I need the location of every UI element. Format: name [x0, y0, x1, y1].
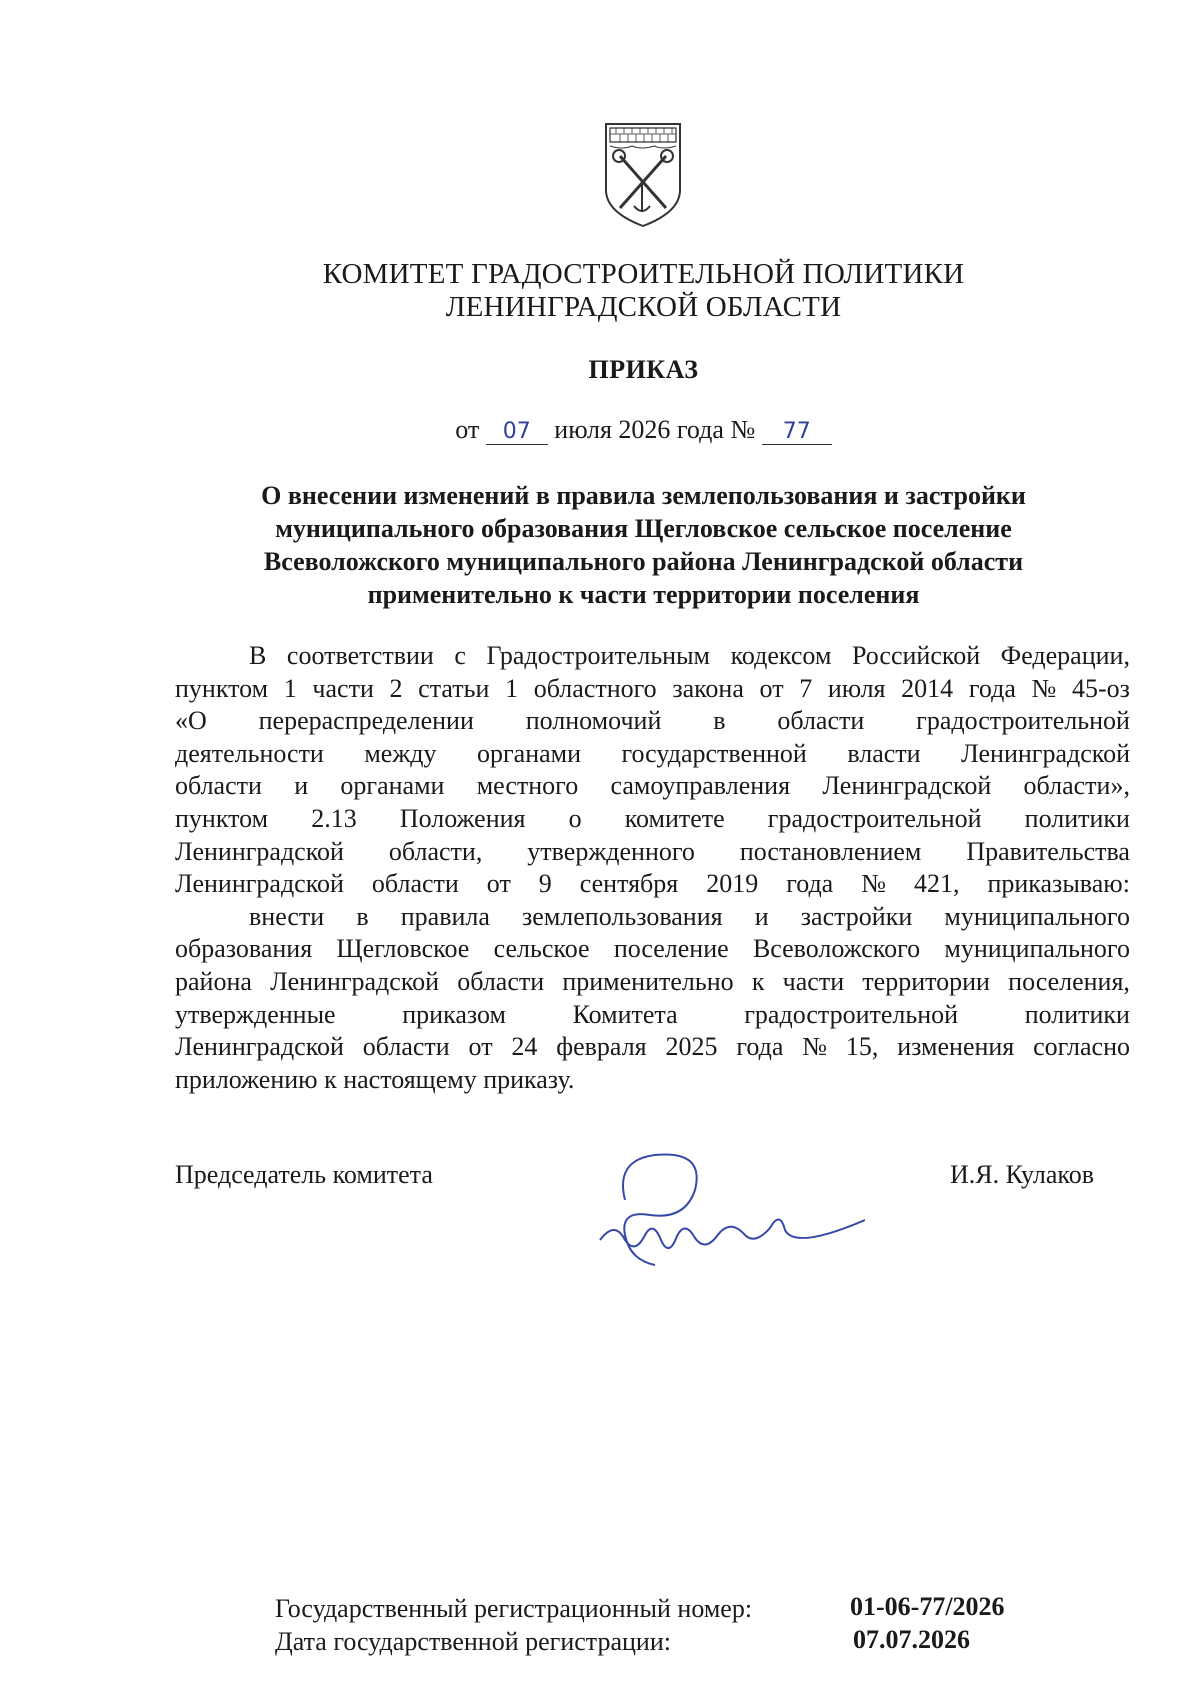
- body-line: [175, 966, 1130, 999]
- body-word: 15,: [845, 1032, 879, 1062]
- body-word: 45-оз: [1072, 673, 1130, 703]
- body-word: в: [713, 706, 726, 736]
- issuer-name-line-2: ЛЕНИНГРАДСКОЙ ОБЛАСТИ: [445, 291, 842, 323]
- body-word: февраля: [556, 1032, 647, 1062]
- body-word: от: [468, 1032, 493, 1062]
- body-word: «О: [175, 706, 207, 736]
- body-line: [175, 738, 1130, 771]
- body-word: сельское: [493, 934, 590, 964]
- body-word: поселение: [613, 934, 729, 964]
- body-word: Комитета: [572, 999, 678, 1029]
- body-word: 7: [799, 673, 813, 703]
- date-month-year: июля 2026 года №: [554, 415, 756, 444]
- body-word: образования: [175, 934, 313, 964]
- body-word: Ленинградской: [175, 869, 344, 899]
- signatory-name: И.Я. Кулаков: [950, 1160, 1094, 1189]
- body-word: 1: [283, 673, 297, 703]
- body-word: 2019: [706, 869, 759, 899]
- body-word: Щегловское: [336, 934, 470, 964]
- issuer-name-line-1: КОМИТЕТ ГРАДОСТРОИТЕЛЬНОЙ ПОЛИТИКИ: [322, 258, 965, 290]
- coat-of-arms-icon: [602, 120, 684, 230]
- body-word: года: [736, 1032, 784, 1062]
- body-word: 1: [505, 673, 519, 703]
- body-word: пунктом: [175, 673, 269, 703]
- body-word: власти: [847, 738, 921, 768]
- body-word: года: [786, 869, 834, 899]
- body-word: пунктом: [175, 803, 269, 833]
- body-word: комитете: [624, 803, 725, 833]
- body-word: перераспределении: [258, 706, 474, 736]
- body-word: Ленинградской: [270, 966, 440, 996]
- body-word: В: [249, 641, 267, 670]
- order-body: [175, 640, 1130, 1096]
- body-word: применительно: [562, 966, 734, 996]
- body-line: [175, 803, 1130, 836]
- body-word: области: [777, 706, 865, 736]
- subject-line: применительно к части территории поселения: [367, 580, 920, 609]
- body-word: поселения,: [1008, 966, 1130, 996]
- body-line: [175, 836, 1130, 869]
- body-word: сентября: [579, 869, 679, 899]
- body-word: Ленинградской: [961, 738, 1130, 768]
- body-word: области: [457, 966, 545, 996]
- body-word: и: [754, 901, 769, 931]
- body-word: Ленинградской: [822, 771, 992, 801]
- body-word: 2.13: [311, 803, 357, 833]
- handwritten-day: 07: [486, 419, 548, 445]
- body-line: [175, 933, 1130, 966]
- body-word: областного: [533, 673, 657, 703]
- body-word: Ленинградской: [175, 1032, 344, 1062]
- registration-number-value: 01-06-77/2026: [850, 1592, 1005, 1621]
- body-word: области: [371, 869, 459, 899]
- body-word: постановлением: [739, 836, 922, 866]
- body-word: политики: [1024, 999, 1130, 1029]
- body-word: застройки: [800, 901, 913, 931]
- body-line: [175, 673, 1130, 706]
- body-word: области: [175, 771, 262, 801]
- body-word: Положения: [399, 803, 526, 833]
- body-word: изменения: [897, 1032, 1015, 1062]
- body-word: Федерации,: [1000, 641, 1130, 670]
- body-word: приказом: [402, 999, 506, 1029]
- signatory-position: Председатель комитета: [175, 1160, 433, 1189]
- body-word: 2014: [901, 673, 954, 703]
- body-word: и: [294, 771, 309, 801]
- body-word: муниципального: [944, 934, 1130, 964]
- body-word: №: [1031, 673, 1057, 703]
- date-line: [0, 415, 1200, 445]
- body-word: Градостроительным: [486, 641, 711, 670]
- body-word: государственной: [621, 738, 807, 768]
- registration-date-label: Дата государственной регистрации:: [275, 1627, 671, 1656]
- body-word: утвержденные: [175, 999, 336, 1029]
- body-word: района: [175, 966, 252, 996]
- body-word: о: [568, 803, 582, 833]
- body-word: 2: [389, 673, 403, 703]
- body-line: [175, 901, 1130, 934]
- body-word: градостроительной: [916, 706, 1130, 736]
- body-line: [175, 1031, 1130, 1064]
- body-word: согласно: [1033, 1032, 1130, 1062]
- body-word: органами: [477, 738, 582, 768]
- body-line: [175, 999, 1130, 1032]
- body-word: года: [968, 673, 1016, 703]
- registration-date-value: 07.07.2026: [853, 1625, 970, 1654]
- body-word: между: [364, 738, 437, 768]
- body-word: к: [751, 966, 765, 996]
- body-word: градостроительной: [744, 999, 959, 1029]
- body-word: Российской: [851, 641, 981, 670]
- body-word: от: [759, 673, 784, 703]
- body-word: приказываю:: [987, 869, 1130, 899]
- handwritten-signature-icon: [595, 1140, 865, 1270]
- subject-line: муниципального образования Щегловское сельское поселение: [275, 514, 1012, 543]
- body-word: правила: [400, 901, 490, 931]
- body-word: 2025: [665, 1032, 718, 1062]
- subject-line: О внесении изменений в правила землепользования и застройки: [261, 481, 1026, 510]
- body-word: Ленинградской: [175, 836, 344, 866]
- body-word: области,: [388, 836, 483, 866]
- body-word: области: [362, 1032, 450, 1062]
- body-word: территории: [862, 966, 990, 996]
- body-line: [175, 1064, 1130, 1097]
- body-word: Правительства: [966, 836, 1130, 866]
- body-word: кодексом: [730, 641, 832, 670]
- body-word: части: [782, 966, 845, 996]
- body-word: органами: [340, 771, 445, 801]
- body-word: землепользования: [522, 901, 723, 931]
- body-word: закона: [672, 673, 744, 703]
- order-subject: [200, 479, 1087, 611]
- body-word: градостроительной: [767, 803, 982, 833]
- date-prefix: от: [455, 415, 480, 444]
- body-word: деятельности: [175, 738, 324, 768]
- body-word: Всеволожского: [752, 934, 921, 964]
- body-word: внести: [249, 901, 325, 931]
- body-word: №: [861, 869, 887, 899]
- body-word: муниципального: [944, 901, 1130, 931]
- body-word: с: [454, 641, 466, 670]
- body-word: июля: [827, 673, 886, 703]
- body-word: самоуправления: [610, 771, 791, 801]
- body-word: области»,: [1023, 771, 1130, 801]
- body-word: утвержденного: [527, 836, 695, 866]
- registration-number-label: Государственный регистрационный номер:: [275, 1594, 753, 1623]
- body-word: части: [312, 673, 374, 703]
- body-line: [175, 868, 1130, 901]
- body-word: 24: [511, 1032, 538, 1062]
- body-word: полномочий: [525, 706, 662, 736]
- document-type-title: ПРИКАЗ: [588, 355, 699, 384]
- body-word: местного: [476, 771, 579, 801]
- body-word: от: [486, 869, 511, 899]
- body-word: в: [356, 901, 369, 931]
- body-word: 421,: [913, 869, 960, 899]
- body-word: приложению к настоящему приказу.: [175, 1064, 575, 1094]
- body-word: соответствии: [286, 641, 434, 670]
- body-word: 9: [538, 869, 552, 899]
- subject-line: Всеволожского муниципального района Ленинградской области: [263, 547, 1024, 576]
- body-word: статьи: [418, 673, 490, 703]
- body-line: [175, 640, 1130, 673]
- body-line: [175, 705, 1130, 738]
- body-word: политики: [1024, 803, 1130, 833]
- handwritten-order-number: 77: [762, 419, 832, 445]
- body-line: [175, 770, 1130, 803]
- body-word: №: [802, 1032, 828, 1062]
